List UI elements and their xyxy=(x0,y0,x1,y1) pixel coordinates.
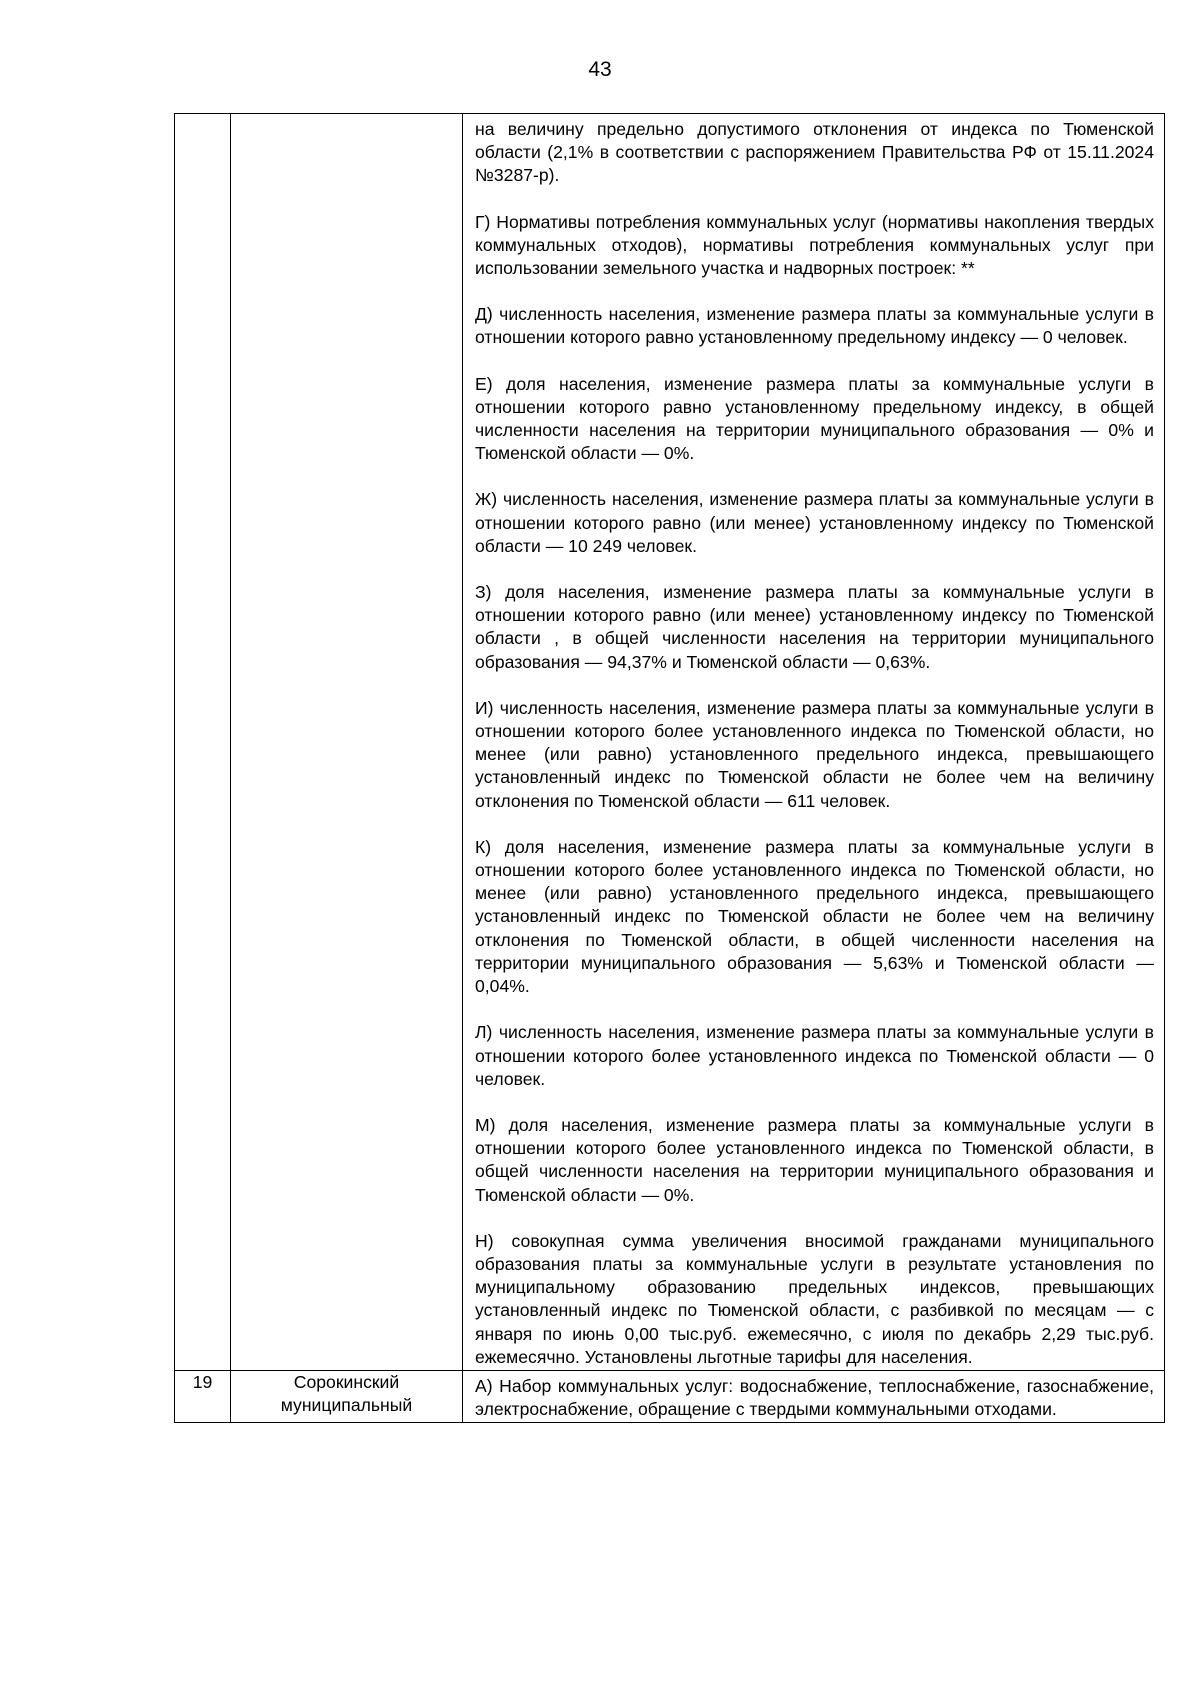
table-row xyxy=(175,114,1165,1371)
municipality-table xyxy=(174,113,1165,1423)
municipality-name-line: Сорокинский xyxy=(293,1371,400,1392)
row-number-cell: 19 xyxy=(175,1370,231,1422)
paragraph: Н) совокупная сумма увеличения вносимой гражданами муниципального образования платы за коммунальные услуги в результате установления по муниципальному образованию предельных индексов, превышающих установленный индекс по Тюменской области, с разбивкой по месяцам — с января по июнь 0,00 тыс.руб. ежемесячно, с июля по декабрь 2,29 тыс.руб. ежемесячно. Установлены льготные тарифы для населения. xyxy=(475,1230,1154,1367)
row-number-cell xyxy=(175,114,231,1371)
municipality-name-cell xyxy=(231,114,463,1371)
municipality-name-cell xyxy=(231,1370,463,1422)
paragraph: М) доля населения, изменение размера платы за коммунальные услуги в отношении которого более установленного индекса по Тюменской области, в общей численности населения на территории муниципального образования и Тюменской области — 0%. xyxy=(475,1114,1154,1205)
page-number: 43 xyxy=(588,58,612,81)
paragraph: А) Набор коммунальных услуг: водоснабжение, теплоснабжение, газоснабжение, электроснабжение, обращение с твердыми коммунальными отходами. xyxy=(475,1375,1154,1420)
description-text xyxy=(463,1371,1164,1422)
paragraph: Ж) численность населения, изменение размера платы за коммунальные услуги в отношении которого равно (или менее) установленному индексу по Тюменской области — 10 249 человек. xyxy=(475,489,1154,556)
description-cell xyxy=(463,114,1165,1371)
paragraph: З) доля населения, изменение размера платы за коммунальные услуги в отношении которого равно (или менее) установленному индексу по Тюменской области , в общей численности населения на территории муниципального образования — 94,37% и Тюменской области — 0,63%. xyxy=(475,582,1154,672)
description-cell xyxy=(463,1370,1165,1422)
municipality-name-line: муниципальный xyxy=(280,1395,413,1416)
paragraph: Л) численность населения, изменение размера платы за коммунальные услуги в отношении которого более установленного индекса по Тюменской области — 0 человек. xyxy=(475,1022,1154,1089)
paragraph: Д) численность населения, изменение размера платы за коммунальные услуги в отношении которого равно установленному предельному индексу — 0 человек. xyxy=(475,304,1154,348)
paragraph: К) доля населения, изменение размера платы за коммунальные услуги в отношении которого более установленного индекса по Тюменской области, но менее (или равно) установленного предельного индекса, превышающего установленный индекс по Тюменской области не более чем на величину отклонения по Тюменской области, в общей численности населения на территории муниципального образования — 5,63% и Тюменской области — 0,04%. xyxy=(475,836,1154,997)
table-row xyxy=(175,1370,1165,1422)
description-text xyxy=(463,114,1164,1370)
paragraph: И) численность населения, изменение размера платы за коммунальные услуги в отношении которого более установленного индекса по Тюменской области, но менее (или равно) установленного предельного индекса, превышающего установленный индекс по Тюменской области не более чем на величину отклонения по Тюменской области — 611 человек. xyxy=(475,697,1154,811)
paragraph: Г) Нормативы потребления коммунальных услуг (нормативы накопления твердых коммунальных отходов), нормативы потребления коммунальных услуг при использовании земельного участка и надворных построек: ** xyxy=(475,211,1154,279)
paragraph: на величину предельно допустимого отклонения от индекса по Тюменской области (2,1% в соответствии с распоряжением Правительства РФ от 15.11.2024 №3287-р). xyxy=(475,119,1154,186)
paragraph: Е) доля населения, изменение размера платы за коммунальные услуги в отношении которого равно установленному предельному индексу, в общей численности населения на территории муниципального образования — 0% и Тюменской области — 0%. xyxy=(475,373,1154,464)
